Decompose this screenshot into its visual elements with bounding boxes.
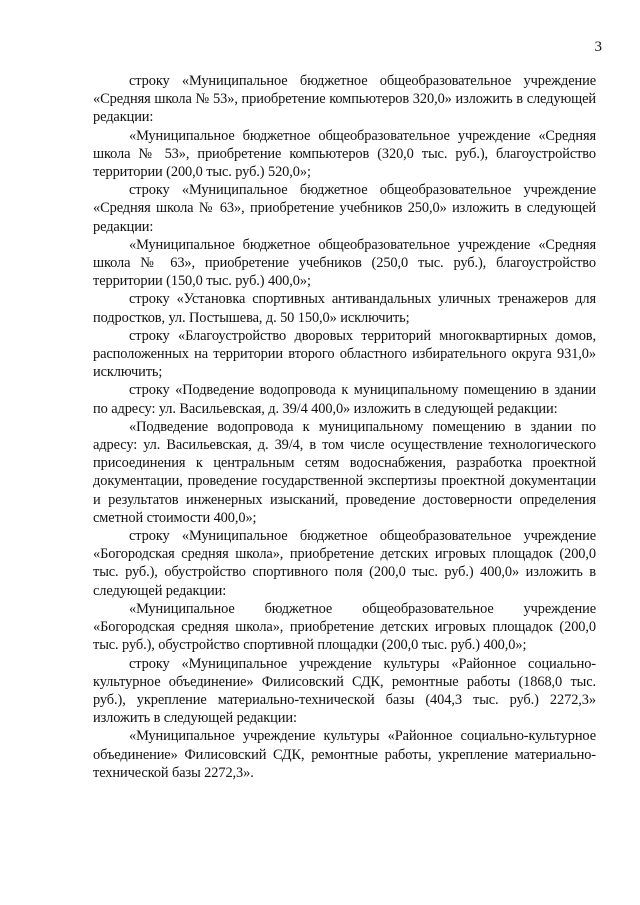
paragraph-6: строку «Благоустройство дворовых территорий многоквартирных домов, расположенных на территории второго областного избирательного округа 931,0» исключить; [93, 327, 596, 381]
paragraph-1: строку «Муниципальное бюджетное общеобразовательное учреждение «Средняя школа № 53», приобретение компьютеров 320,0» изложить в следующей редакции: [93, 73, 596, 126]
paragraph-10: «Муниципальное бюджетное общеобразовательное учреждение «Богородская средняя школа», приобретение детских игровых площадок (200,0 тыс. руб.), обустройство спортивной площадки (200,0 тыс. руб.) 400,0»; [93, 600, 596, 654]
paragraph-11: строку «Муниципальное учреждение культуры «Районное социально-культурное объединение» Филисовский СДК, ремонтные работы (1868,0 тыс. руб.), укрепление материально-технической базы (404,3 тыс. руб.) 2272,3» изложить в следующей редакции: [93, 655, 596, 727]
paragraph-3: строку «Муниципальное бюджетное общеобразовательное учреждение «Средняя школа № 63», приобретение учебников 250,0» изложить в следующей редакции: [93, 182, 596, 235]
paragraph-4: «Муниципальное бюджетное общеобразовательное учреждение «Средняя школа № 63», приобретение учебников (250,0 тыс. руб.), благоустройство территории (150,0 тыс. руб.) 400,0»; [93, 236, 596, 290]
paragraph-12: «Муниципальное учреждение культуры «Районное социально-культурное объединение» Филисовский СДК, ремонтные работы, укрепление материально-технической базы 2272,3». [93, 728, 596, 781]
paragraph-5: строку «Установка спортивных антивандальных уличных тренажеров для подростков, ул. Постышева, д. 50 150,0» исключить; [93, 291, 596, 326]
paragraph-8: «Подведение водопровода к муниципальному помещению в здании по адресу: ул. Васильевская, д. 39/4, в том числе осуществление технологического присоединения к центральным сетям водоснабжения, разработка проектной документации, проведение государственной экспертизы проектной документации и результатов инженерных изысканий, проведение достоверности определения сметной стоимости 400,0»; [93, 418, 596, 526]
page-number: 3 [594, 39, 602, 55]
paragraph-7: строку «Подведение водопровода к муниципальному помещению в здании по адресу: ул. Васильевская, д. 39/4 400,0» изложить в следующей редакции: [93, 382, 596, 417]
paragraph-2: «Муниципальное бюджетное общеобразовательное учреждение «Средняя школа № 53», приобретение компьютеров (320,0 тыс. руб.), благоустройство территории (200,0 тыс. руб.) 520,0»; [93, 127, 596, 181]
paragraph-9: строку «Муниципальное бюджетное общеобразовательное учреждение «Богородская средняя школа», приобретение детских игровых площадок (200,0 тыс. руб.), обустройство спортивного поля (200,0 тыс. руб.) 400,0» изложить в следующей редакции: [93, 528, 596, 599]
document-body [93, 72, 596, 782]
